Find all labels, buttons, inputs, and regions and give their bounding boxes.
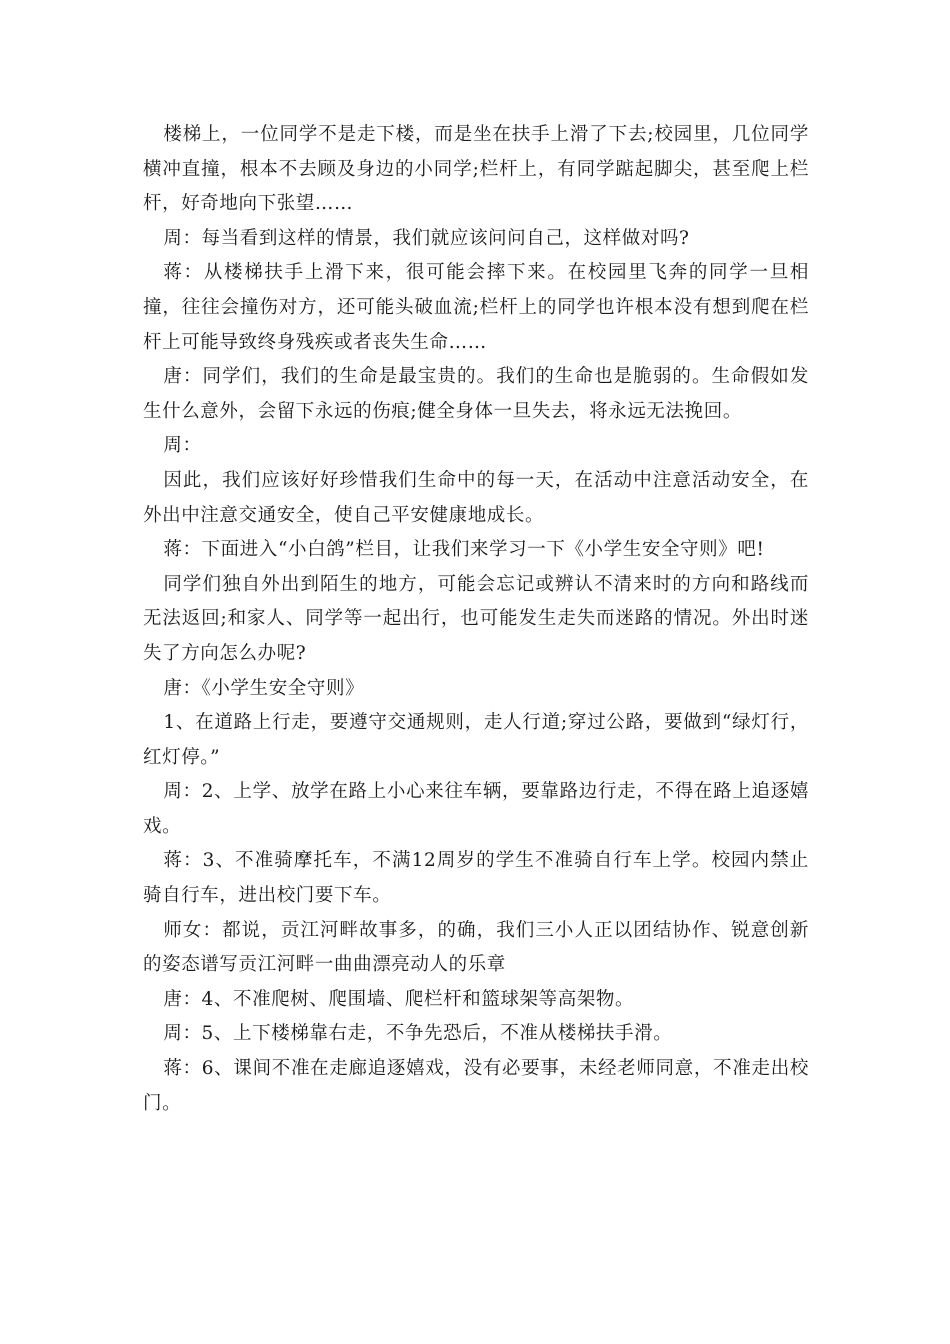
paragraph-13: 师女：都说，贡江河畔故事多，的确，我们三小人正以团结协作、锐意创新的姿态谱写贡江河畔一曲曲漂亮动人的乐章: [143, 919, 809, 976]
paragraph-4: 唐：同学们，我们的生命是最宝贵的。我们的生命也是脆弱的。生命假如发生什么意外，会留下永远的伤痕;健全身体一旦失去，将永远无法挽回。: [143, 366, 809, 422]
paragraph-1: 楼梯上，一位同学不是走下楼，而是坐在扶手上滑了下去;校园里，几位同学横冲直撞，根本不去顾及身边的小同学;栏杆上，有同学踮起脚尖，甚至爬上栏杆，好奇地向下张望……: [143, 124, 809, 215]
paragraph-2: 周：每当看到这样的情景，我们就应该问问自己，这样做对吗?: [163, 227, 690, 249]
paragraph-7: 蒋：下面进入“小白鸽”栏目，让我们来学习一下《小学生安全守则》吧!: [163, 539, 765, 561]
paragraph-9: 唐：《小学生安全守则》: [163, 677, 365, 699]
paragraph-5: 周：: [163, 435, 202, 457]
paragraph-3: 蒋：从楼梯扶手上滑下来，很可能会摔下来。在校园里飞奔的同学一旦相撞，往往会撞伤对方，还可能头破血流;栏杆上的同学也许根本没有想到爬在栏杆上可能导致终身残疾或者丧失生命……: [143, 262, 809, 353]
paragraph-8: 同学们独自外出到陌生的地方，可能会忘记或辨认不清来时的方向和路线而无法返回;和家人、同学等一起出行，也可能发生走失而迷路的情况。外出时迷失了方向怎么办呢?: [143, 573, 809, 664]
paragraph-10: 1、在道路上行走，要遵守交通规则，走人行道;穿过公路，要做到“绿灯行，红灯停。”: [143, 712, 809, 768]
paragraph-14: 唐：4、不准爬树、爬围墙、爬栏杆和篮球架等高架物。: [163, 988, 635, 1010]
document-body: [143, 118, 809, 1121]
paragraph-16: 蒋：6、课间不准在走廊追逐嬉戏，没有必要事，未经老师同意，不准走出校门。: [143, 1058, 809, 1114]
paragraph-6: 因此，我们应该好好珍惜我们生命中的每一天，在活动中注意活动安全，在外出中注意交通安全，使自己平安健康地成长。: [143, 469, 809, 526]
paragraph-11: 周：2、上学、放学在路上小心来往车辆，要靠路边行走，不得在路上追逐嬉戏。: [143, 781, 809, 837]
paragraph-15: 周：5、上下楼梯靠右走，不争先恐后，不准从楼梯扶手滑。: [163, 1023, 673, 1045]
paragraph-12: 蒋：3、不准骑摩托车，不满12周岁的学生不准骑自行车上学。校园内禁止骑自行车，进出校门要下车。: [143, 850, 809, 907]
